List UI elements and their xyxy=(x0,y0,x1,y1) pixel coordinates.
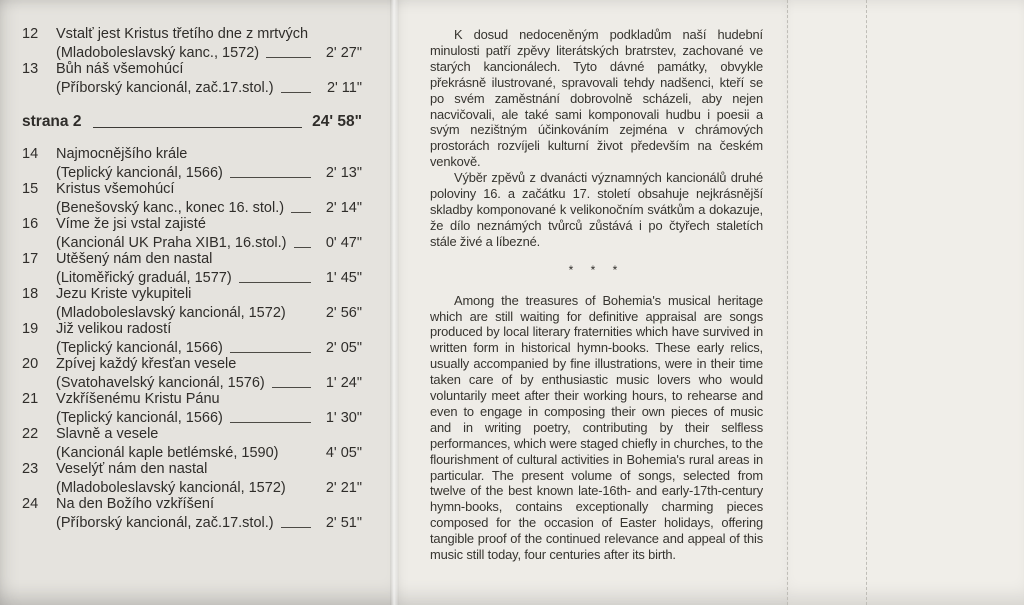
leader-line xyxy=(291,212,311,213)
track-row xyxy=(22,461,362,496)
track-source: (Příborský kancionál, zač.17.stol.) xyxy=(56,515,274,531)
leader-line xyxy=(239,282,311,283)
track-title: Zpívej každý křesťan vesele xyxy=(56,356,237,372)
track-title: Utěšený nám den nastal xyxy=(56,251,213,267)
track-number: 17 xyxy=(22,251,39,267)
track-duration: 4' 05" xyxy=(325,445,362,461)
track-duration: 2' 21" xyxy=(325,480,362,496)
track-title: Vstalť jest Kristus třetího dne z mrtvých xyxy=(56,26,309,42)
czech-paragraph: K dosud nedoceněným podkladům naší hudební minulosti patří zpěvy literátských bratrstev, zachované ve starých kancionálech. Tyto dávné památky, obvykle překrásně ilustrované, spravovali tehdy nadšenci, kteří se po svém zaměstnání dobrovolně scházeli, aby nejen nacvičovali, ale také sami komponovali hudbu i poesii a svým nezištným účinkováním zejména v chrámových prostorách rozvíjeli kulturní život především na českém venkově. xyxy=(430,27,763,170)
track-number: 20 xyxy=(22,356,39,372)
track-row xyxy=(22,146,362,181)
track-row xyxy=(22,321,362,356)
track-title: Slavně a vesele xyxy=(56,426,159,442)
track-row xyxy=(22,426,362,461)
leader-line xyxy=(281,527,311,528)
track-duration: 0' 47" xyxy=(325,235,362,251)
track-source: (Kancionál UK Praha XIB1, 16.stol.) xyxy=(56,235,287,251)
track-title: Veselýť nám den nastal xyxy=(56,461,208,477)
track-source: (Teplický kancionál, 1566) xyxy=(56,410,223,426)
track-source: (Benešovský kanc., konec 16. stol.) xyxy=(56,200,285,216)
side-label: strana 2 xyxy=(22,113,82,130)
track-duration: 2' 11" xyxy=(326,80,362,96)
liner-notes xyxy=(430,27,763,594)
paper-panel-right xyxy=(788,0,1024,605)
track-number: 18 xyxy=(22,286,39,302)
leader-line xyxy=(230,422,311,423)
track-duration: 1' 24" xyxy=(325,375,362,391)
leader-line xyxy=(294,247,311,248)
track-title: Najmocnějšího krále xyxy=(56,146,188,162)
track-duration: 2' 56" xyxy=(325,305,362,321)
track-number: 13 xyxy=(22,61,39,77)
track-duration: 2' 13" xyxy=(325,165,362,181)
track-row xyxy=(22,251,362,286)
track-source: (Mladoboleslavský kancionál, 1572) xyxy=(56,305,286,321)
track-list xyxy=(22,26,362,531)
track-number: 19 xyxy=(22,321,39,337)
leader-line xyxy=(281,92,311,93)
track-duration: 2' 27" xyxy=(325,45,362,61)
track-number: 23 xyxy=(22,461,39,477)
track-source: (Příborský kancionál, zač.17.stol.) xyxy=(56,80,274,96)
track-title: Jezu Kriste vykupiteli xyxy=(56,286,192,302)
track-duration: 1' 45" xyxy=(325,270,362,286)
section-separator: * * * xyxy=(568,262,625,277)
leader-line xyxy=(272,387,311,388)
track-title: Bůh náš všemohúcí xyxy=(56,61,184,77)
perforation-line xyxy=(866,0,867,605)
english-paragraph: Among the treasures of Bohemia's musical heritage which are still waiting for definitive appraisal are songs produced by local literary fraternities which have survived in written form in historical hymn-books. These early relics, usually accompanied by fine illustrations, were in their time taken care of by enthusiastic music lovers who would voluntarily meet after their working hours, to rehearse and even to engage in composing their own pieces of music and in writing poetry, contributing by their selfless performances, which were staged chiefly in churches, to the flourishment of cultural activities in Bohemia's rural areas in particular. The present volume of songs, selected from twelve of the best known late-16th- and early-17th-century hymn-books, contains exceptionally charming pieces composed for the occasion of Easter holidays, offering tangible proof of the continued relevance and appeal of this music still today, four centuries after its birth. xyxy=(430,292,763,563)
track-title: Kristus všemohúcí xyxy=(56,181,175,197)
track-title: Již velikou radostí xyxy=(56,321,172,337)
track-number: 24 xyxy=(22,496,39,512)
track-source: (Mladoboleslavský kancionál, 1572) xyxy=(56,480,286,496)
fold-line xyxy=(390,0,399,605)
track-title: Vzkříšenému Kristu Pánu xyxy=(56,391,220,407)
czech-paragraph: Výběr zpěvů z dvanácti významných kancionálů druhé poloviny 16. a začátku 17. století obsahuje nejkrásnější skladby komponované k velikonočním svátkům a dokazuje, že dílo neznámých tvůrců zůstává i po čtyřech staletích stále živé a líbezné. xyxy=(430,170,763,249)
track-number: 22 xyxy=(22,426,39,442)
track-row xyxy=(22,496,362,531)
track-number: 14 xyxy=(22,146,39,162)
track-row xyxy=(22,286,362,321)
track-number: 21 xyxy=(22,391,39,407)
track-number: 16 xyxy=(22,216,39,232)
track-duration: 1' 30" xyxy=(325,410,362,426)
track-source: (Kancionál kaple betlémské, 1590) xyxy=(56,445,279,461)
track-source: (Litoměřický graduál, 1577) xyxy=(56,270,232,286)
track-duration: 2' 05" xyxy=(325,340,362,356)
track-row xyxy=(22,26,362,61)
track-title: Na den Božího vzkříšení xyxy=(56,496,214,512)
track-source: (Svatohavelský kancionál, 1576) xyxy=(56,375,265,391)
side-total-row xyxy=(22,110,362,131)
track-source: (Mladoboleslavský kanc., 1572) xyxy=(56,45,260,61)
side-total-duration: 24' 58" xyxy=(312,113,362,130)
track-row xyxy=(22,61,362,96)
track-row xyxy=(22,216,362,251)
track-row xyxy=(22,181,362,216)
track-source: (Teplický kancionál, 1566) xyxy=(56,340,223,356)
track-source: (Teplický kancionál, 1566) xyxy=(56,165,223,181)
track-row xyxy=(22,356,362,391)
track-duration: 2' 14" xyxy=(325,200,362,216)
perforation-line xyxy=(787,0,788,605)
leader-line xyxy=(266,57,311,58)
leader-line xyxy=(230,177,311,178)
track-duration: 2' 51" xyxy=(325,515,362,531)
track-number: 12 xyxy=(22,26,39,42)
track-number: 15 xyxy=(22,181,39,197)
leader-line xyxy=(230,352,311,353)
track-row xyxy=(22,391,362,426)
leader-line xyxy=(93,127,302,128)
track-title: Víme že jsi vstal zajisté xyxy=(56,216,206,232)
